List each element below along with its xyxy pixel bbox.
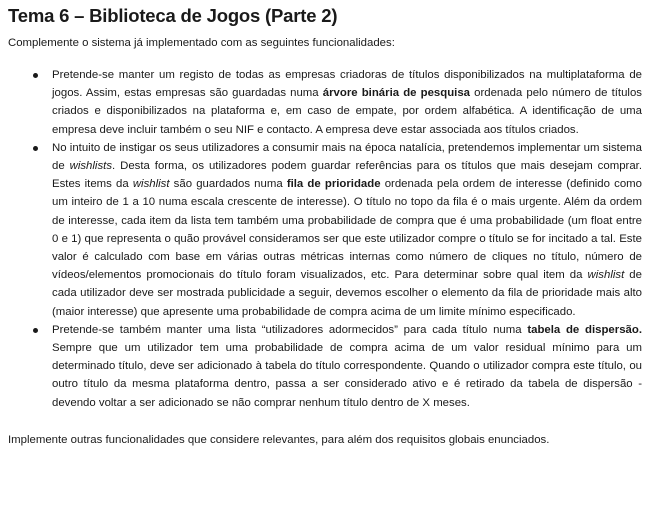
bullet-icon (33, 73, 38, 78)
item-text: No intuito de instigar os seus utilizadores a consumir mais na época natalícia, pretendemos implementar um sistema de (52, 141, 642, 173)
item-bold-term: fila de prioridade (286, 178, 381, 191)
list-item (8, 139, 648, 321)
item-bold-term: tabela de dispersão. (527, 323, 642, 336)
item-italic-term: wishlist (587, 269, 625, 282)
list-item (8, 321, 648, 412)
closing-paragraph: Implemente outras funcionalidades que considere relevantes, para além dos requisitos globais enunciados. (8, 433, 550, 446)
item-italic-term: wishlist (132, 178, 170, 191)
item-bold-term: árvore binária de pesquisa (322, 87, 470, 100)
item-text: . Desta forma, os utilizadores podem guardar referências para os títulos que mais desejam comprar. Estes items da (52, 160, 642, 191)
item-italic-term: wishlists (69, 160, 113, 173)
item-text: de cada utilizador deve ser mostrada publicidade a seguir, devemos escolher o elemento da fila de prioridade mais alto (maior interesse) que apresente uma probabilidade de compra acima de um limite mínimo especificado. (52, 269, 642, 318)
item-text: Sempre que um utilizador tem uma probabilidade de compra acima de um valor residual mínimo para um determinado título, deve ser adicionado à tabela do título correspondente. Quando o utilizador compra este título, ou outro título da mesma plataforma dentro, passa a ser considerado ativo e é retirado da tabela de dispersão - devendo voltar a ser adicionado se não comprar nenhum título dentro de X meses. (52, 342, 642, 409)
item-text: são guardados numa (169, 178, 287, 191)
bullet-icon (33, 328, 38, 333)
item-text: Pretende-se manter um registo de todas as empresas criadoras de títulos disponibilizados na multiplataforma de jogos. Assim, estas empresas são guardadas numa (52, 69, 642, 100)
document-title: Tema 6 – Biblioteca de Jogos (Parte 2) (8, 5, 338, 26)
bullet-icon (33, 146, 38, 151)
item-text: ordenada pelo número de títulos criados e disponibilizados na plataforma e, em caso de empate, por ordem alfabética. A identificação de uma empresa deve incluir também o seu NIF e contacto. A empresa deve estar associada aos títulos criados. (52, 87, 642, 136)
item-text: Pretende-se também manter uma lista “utilizadores adormecidos” para cada título numa (52, 323, 528, 336)
list-item (8, 66, 648, 139)
item-text: ordenada pela ordem de interesse (definido como um inteiro de 1 a 10 numa escala crescente de interesse). O título no topo da fila é o mais urgente. Além da ordem de interesse, cada item da lista tem também uma probabilidade de compra que é uma probabilidade (um float entre 0 e 1) que representa o quão provável consideramos ser que este utilizador compre o título se for incitado a tal. Este valor é calculado com base em várias outras métricas internas como número de cliques no título, número de vídeos/elementos promocionais do título foram visualizados, etc. Para determinar sobre qual item da (52, 178, 642, 282)
intro-paragraph: Complemente o sistema já implementado com as seguintes funcionalidades: (8, 37, 395, 49)
requirements-list (8, 66, 648, 412)
